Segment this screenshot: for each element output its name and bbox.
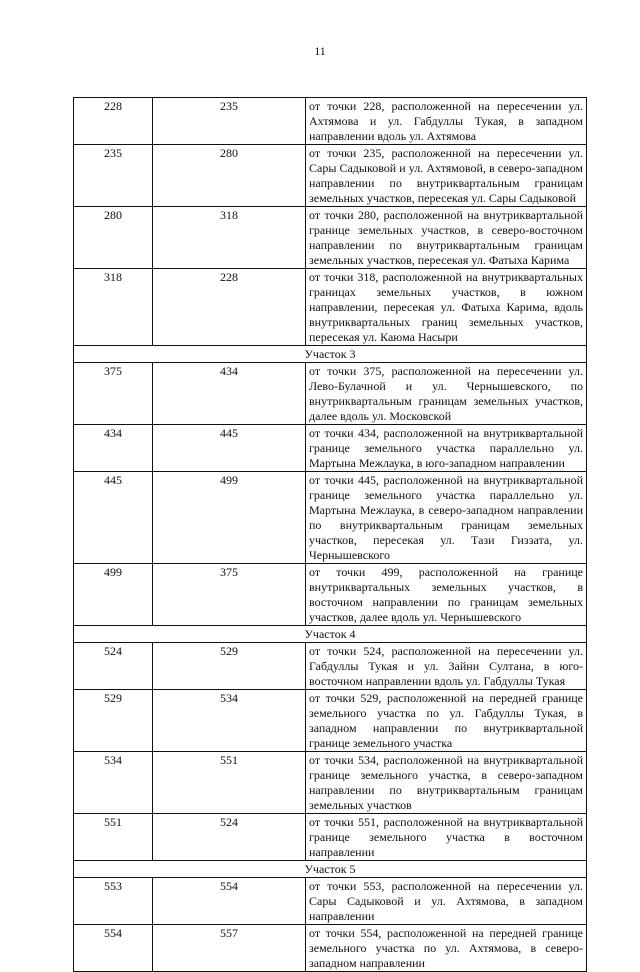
section-header-row (74, 861, 587, 878)
table-row (74, 925, 587, 972)
from-point-cell: 445 (74, 472, 153, 564)
to-point-cell: 228 (153, 269, 306, 346)
description-cell: от точки 534, расположенной на внутриквартальной границе земельного участка, в северо-западном направлении по внутриквартальным границам земельных участков (306, 752, 587, 814)
from-point-cell: 434 (74, 425, 153, 472)
table-row (74, 643, 587, 690)
description-cell: от точки 553, расположенной на пересечении ул. Сары Садыковой и ул. Ахтямова, в западном направлении (306, 878, 587, 925)
from-point-cell: 235 (74, 145, 153, 207)
table-row (74, 752, 587, 814)
table-row (74, 269, 587, 346)
description-cell: от точки 554, расположенной на передней границе земельного участка по ул. Ахтямова, в северо-западном направлении (306, 925, 587, 972)
section-header-row (74, 346, 587, 363)
to-point-cell: 499 (153, 472, 306, 564)
table-row (74, 472, 587, 564)
to-point-cell: 235 (153, 98, 306, 145)
table-row (74, 814, 587, 861)
from-point-cell: 228 (74, 98, 153, 145)
from-point-cell: 499 (74, 564, 153, 626)
table-row (74, 425, 587, 472)
to-point-cell: 318 (153, 207, 306, 269)
description-cell: от точки 434, расположенной на внутриквартальной границе земельного участка параллельно ул. Мартына Межлаука, в юго-западном направлении (306, 425, 587, 472)
description-cell: от точки 280, расположенной на внутриквартальной границе земельных участков, в северо-восточном направлении по внутриквартальным границам земельных участков, пересекая ул. Фатыха Карима (306, 207, 587, 269)
description-cell: от точки 235, расположенной на пересечении ул. Сары Садыковой и ул. Ахтямовой, в северо-западном направлении по внутриквартальным границам земельных участков, пересекая ул. Сары Садыковой (306, 145, 587, 207)
from-point-cell: 524 (74, 643, 153, 690)
description-cell: от точки 524, расположенной на пересечении ул. Габдуллы Тукая и ул. Зайни Султана, в юго-восточном направлении вдоль ул. Габдуллы Тукая (306, 643, 587, 690)
page-number: 11 (314, 44, 326, 58)
from-point-cell: 318 (74, 269, 153, 346)
from-point-cell: 280 (74, 207, 153, 269)
description-cell: от точки 529, расположенной на передней границе земельного участка по ул. Габдуллы Тукая, в западном направлении по внутриквартальной границе земельного участка (306, 690, 587, 752)
description-cell: от точки 228, расположенной на пересечении ул. Ахтямова и ул. Габдуллы Тукая, в западном направлении вдоль ул. Ахтямова (306, 98, 587, 145)
to-point-cell: 524 (153, 814, 306, 861)
table-row (74, 690, 587, 752)
section-title: Участок 4 (74, 626, 587, 643)
from-point-cell: 375 (74, 363, 153, 425)
table-row (74, 363, 587, 425)
to-point-cell: 375 (153, 564, 306, 626)
table-row (74, 564, 587, 626)
route-table (73, 97, 587, 972)
from-point-cell: 529 (74, 690, 153, 752)
to-point-cell: 557 (153, 925, 306, 972)
to-point-cell: 280 (153, 145, 306, 207)
table-row (74, 145, 587, 207)
to-point-cell: 445 (153, 425, 306, 472)
to-point-cell: 434 (153, 363, 306, 425)
from-point-cell: 534 (74, 752, 153, 814)
route-table-body (74, 98, 587, 972)
to-point-cell: 551 (153, 752, 306, 814)
section-title: Участок 3 (74, 346, 587, 363)
description-cell: от точки 551, расположенной на внутриквартальной границе земельного участка в восточном направлении (306, 814, 587, 861)
description-cell: от точки 375, расположенной на пересечении ул. Лево-Булачной и ул. Чернышевского, по внутриквартальным границам земельных участков, далее вдоль ул. Московской (306, 363, 587, 425)
to-point-cell: 534 (153, 690, 306, 752)
from-point-cell: 553 (74, 878, 153, 925)
table-row (74, 98, 587, 145)
table-row (74, 878, 587, 925)
description-cell: от точки 318, расположенной на внутриквартальных границах земельных участков, в южном направлении, пересекая ул. Фатыха Карима, вдоль внутриквартальных границ земельных участков, пересекая ул. Каюма Насыри (306, 269, 587, 346)
to-point-cell: 554 (153, 878, 306, 925)
from-point-cell: 554 (74, 925, 153, 972)
from-point-cell: 551 (74, 814, 153, 861)
section-title: Участок 5 (74, 861, 587, 878)
table-row (74, 207, 587, 269)
to-point-cell: 529 (153, 643, 306, 690)
description-cell: от точки 499, расположенной на границе внутриквартальных земельных участков, в восточном направлении по границам земельных участков, далее вдоль ул. Чернышевского (306, 564, 587, 626)
description-cell: от точки 445, расположенной на внутриквартальной границе земельного участка параллельно ул. Мартына Межлаука, в северо-западном направлении по внутриквартальным границам земельных участков, пересекая ул. Тази Гиззата, ул. Чернышевского (306, 472, 587, 564)
section-header-row (74, 626, 587, 643)
